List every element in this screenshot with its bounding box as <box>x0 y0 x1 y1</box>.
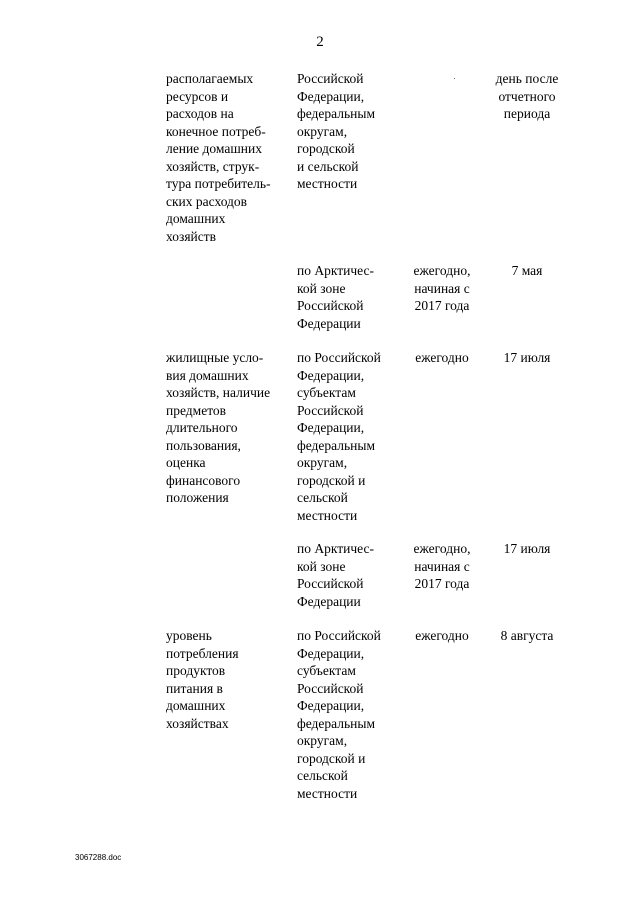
row-5-deadline: 8 августа <box>500 628 554 643</box>
row-4-periodicity: ежегодно, начиная с 2017 года <box>413 541 471 591</box>
row-3-breakdown: по Российской Федерации, субъектам Российской Федерации, федеральным округам, городской и сельской местности <box>297 350 381 523</box>
row-3-indicator: жилищные усло- вия домашних хозяйств, наличие предметов длительного пользования, оценка финансового положения <box>166 350 271 505</box>
row-2-periodicity: ежегодно, начиная с 2017 года <box>413 263 471 313</box>
row-3-deadline: 17 июля <box>503 350 551 365</box>
row-4-deadline: 17 июля <box>503 541 551 556</box>
row-4-breakdown: по Арктичес- кой зоне Российской Федерации <box>297 541 374 609</box>
scan-speck <box>454 78 455 79</box>
row-1-indicator: располагаемых ресурсов и расходов на конечное потреб- ление домашних хозяйств, струк- тура потребитель- ских расходов домашних хозяйств <box>166 71 271 244</box>
row-2-breakdown: по Арктичес- кой зоне Российской Федерации <box>297 263 374 331</box>
row-1-deadline: день после отчетного периода <box>495 71 559 121</box>
row-5-indicator: уровень потребления продуктов питания в домашних хозяйствах <box>166 628 239 731</box>
row-5-periodicity: ежегодно <box>415 628 469 643</box>
row-1-breakdown: Российской Федерации, федеральным округам, городской и сельской местности <box>297 71 376 191</box>
document-filename: 3067288.doc <box>75 853 122 862</box>
row-3-periodicity: ежегодно <box>415 350 469 365</box>
row-2-deadline: 7 мая <box>511 263 543 278</box>
row-5-breakdown: по Российской Федерации, субъектам Российской Федерации, федеральным округам, городской и сельской местности <box>297 628 381 801</box>
page-number: 2 <box>316 34 324 50</box>
